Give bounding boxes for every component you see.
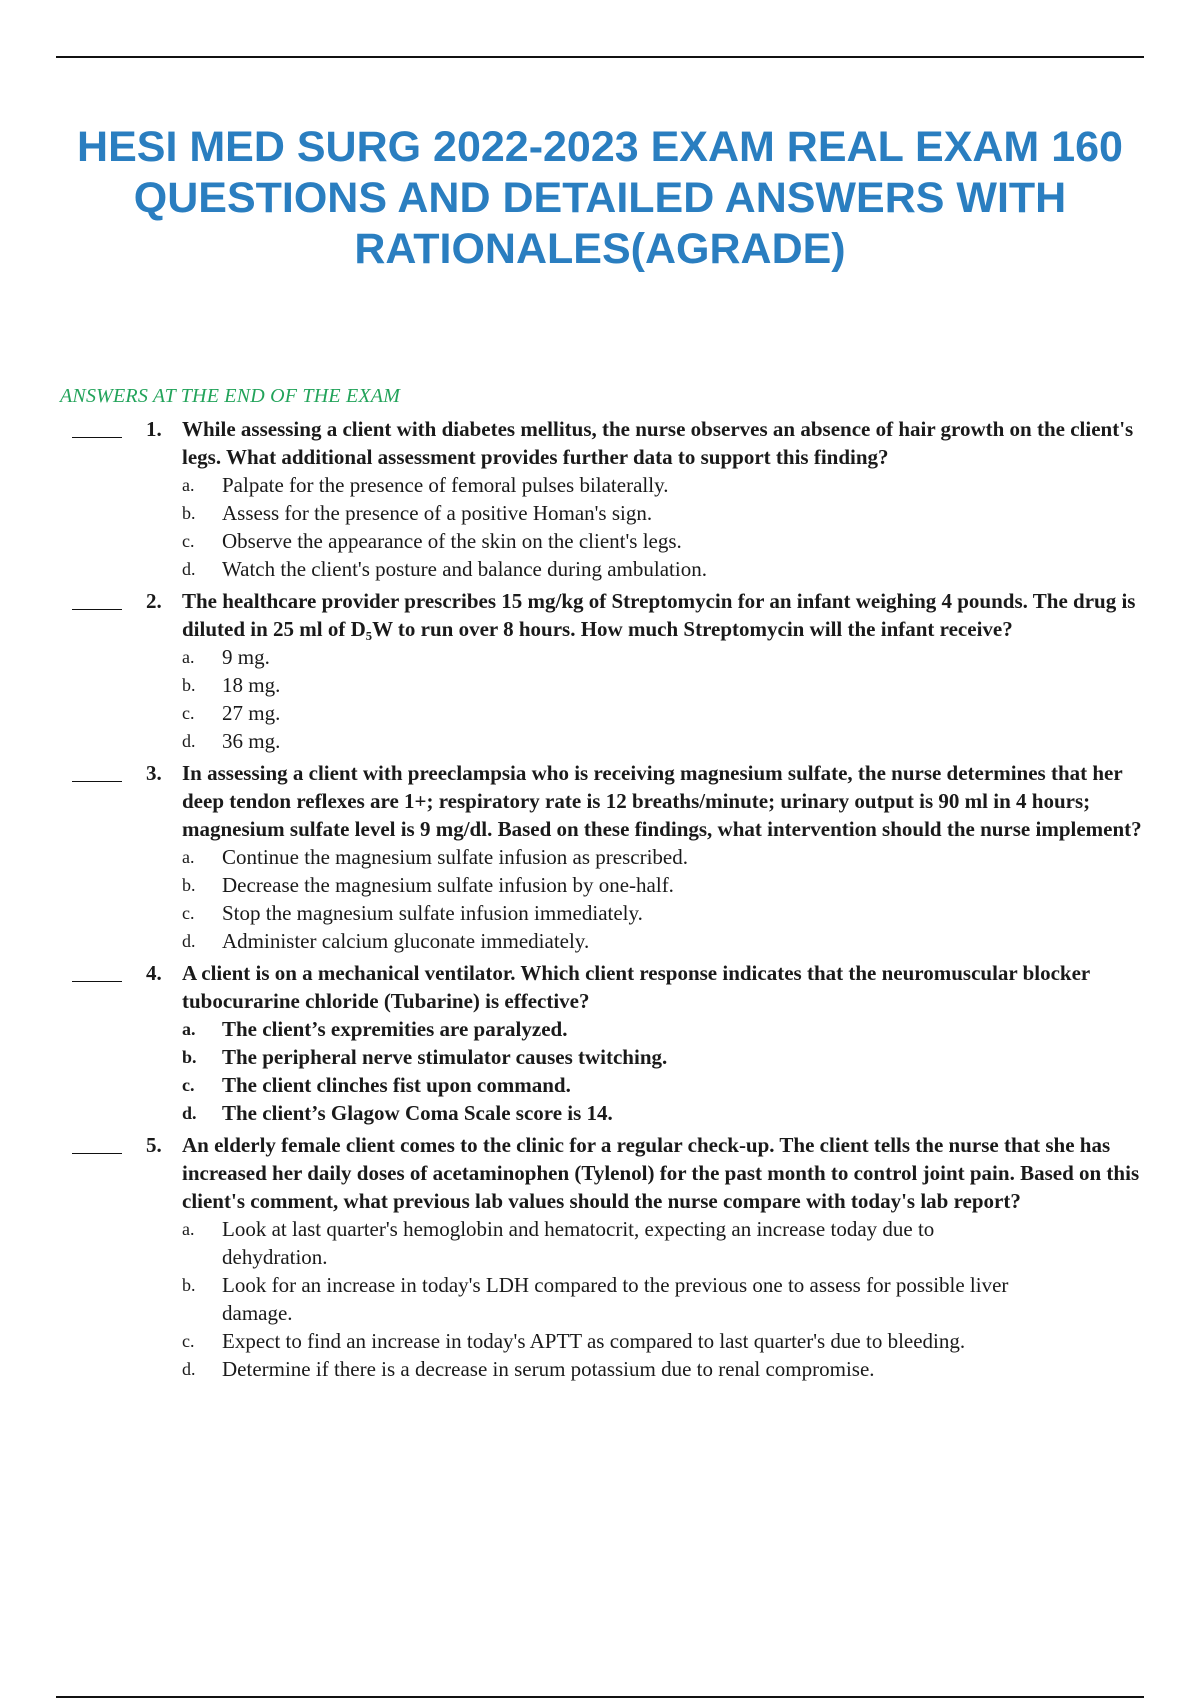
- option-letter: a.: [182, 1219, 195, 1239]
- option-letter: c.: [182, 531, 195, 551]
- option-c: [182, 1071, 1022, 1099]
- bottom-rule: [56, 1696, 1144, 1698]
- option-c: [182, 899, 1022, 927]
- question-stem: A client is on a mechanical ventilator. Which client response indicates that the neuromuscular blocker tubocurarine chloride (Tubarine) is effective?: [182, 961, 1090, 1013]
- answer-blank: [72, 609, 122, 610]
- option-list: [0, 471, 1200, 583]
- option-a: [182, 1215, 1022, 1271]
- question-number: 1.: [146, 417, 162, 441]
- option-d: [182, 927, 1022, 955]
- option-letter: b.: [182, 1047, 197, 1067]
- option-letter: a.: [182, 647, 195, 667]
- option-letter: c.: [182, 903, 195, 923]
- question-3: [0, 759, 1200, 955]
- option-b: [182, 871, 1022, 899]
- option-letter: a.: [182, 1019, 196, 1039]
- option-text: 9 mg.: [222, 645, 270, 669]
- option-text: Look for an increase in today's LDH compared to the previous one to assess for possible liver damage.: [222, 1273, 1009, 1325]
- option-letter: b.: [182, 503, 196, 523]
- option-d: [182, 1099, 1022, 1127]
- option-letter: c.: [182, 703, 195, 723]
- option-letter: d.: [182, 931, 196, 951]
- option-text: Stop the magnesium sulfate infusion immediately.: [222, 901, 643, 925]
- option-list: [0, 1215, 1200, 1383]
- option-text: The client’s expremities are paralyzed.: [222, 1017, 568, 1041]
- option-letter: d.: [182, 731, 196, 751]
- option-list: [0, 843, 1200, 955]
- option-text: Assess for the presence of a positive Homan's sign.: [222, 501, 653, 525]
- option-text: Determine if there is a decrease in serum potassium due to renal compromise.: [222, 1357, 875, 1381]
- question-stem: The healthcare provider prescribes 15 mg/kg of Streptomycin for an infant weighing 4 pounds. The drug is diluted in 25 ml of D₅W to run over 8 hours. How much Streptomycin will the infant receive?: [182, 589, 1136, 641]
- option-d: [182, 555, 1022, 583]
- question-number: 2.: [146, 589, 162, 613]
- option-text: Watch the client's posture and balance during ambulation.: [222, 557, 707, 581]
- option-b: [182, 1271, 1022, 1327]
- option-list: [0, 643, 1200, 755]
- option-letter: d.: [182, 1103, 197, 1123]
- option-d: [182, 1355, 1022, 1383]
- option-text: The client clinches fist upon command.: [222, 1073, 571, 1097]
- option-letter: c.: [182, 1331, 195, 1351]
- option-d: [182, 727, 1022, 755]
- option-text: 36 mg.: [222, 729, 281, 753]
- answer-blank: [72, 781, 122, 782]
- option-letter: c.: [182, 1075, 195, 1095]
- question-4: [0, 959, 1200, 1127]
- option-text: Decrease the magnesium sulfate infusion by one-half.: [222, 873, 674, 897]
- answer-blank: [72, 981, 122, 982]
- option-letter: d.: [182, 559, 196, 579]
- option-text: Administer calcium gluconate immediately.: [222, 929, 590, 953]
- document-title: [40, 122, 1160, 275]
- option-text: Expect to find an increase in today's APTT as compared to last quarter's due to bleeding.: [222, 1329, 966, 1353]
- option-text: The client’s Glagow Coma Scale score is 14.: [222, 1101, 613, 1125]
- option-a: [182, 1015, 1022, 1043]
- option-text: Palpate for the presence of femoral pulses bilaterally.: [222, 473, 669, 497]
- question-stem: An elderly female client comes to the clinic for a regular check-up. The client tells the nurse that she has increased her daily doses of acetaminophen (Tylenol) for the past month to control joint pain. Based on this client's comment, what previous lab values should the nurse compare with today's lab report?: [182, 1133, 1140, 1213]
- question-number: 5.: [146, 1133, 162, 1157]
- option-b: [182, 671, 1022, 699]
- question-1: [0, 415, 1200, 583]
- answer-blank: [72, 1153, 122, 1154]
- option-letter: b.: [182, 1275, 196, 1295]
- question-stem: While assessing a client with diabetes mellitus, the nurse observes an absence of hair growth on the client's legs. What additional assessment provides further data to support this finding?: [182, 417, 1134, 469]
- option-b: [182, 499, 1022, 527]
- option-letter: a.: [182, 475, 195, 495]
- option-a: [182, 471, 1022, 499]
- option-list: [0, 1015, 1200, 1127]
- question-number: 3.: [146, 761, 162, 785]
- option-text: The peripheral nerve stimulator causes twitching.: [222, 1045, 668, 1069]
- question-list: [0, 415, 1200, 1387]
- question-5: [0, 1131, 1200, 1383]
- option-c: [182, 1327, 1022, 1355]
- title-line: QUESTIONS AND DETAILED ANSWERS WITH: [133, 174, 1067, 222]
- title-line: RATIONALES(AGRADE): [354, 225, 846, 273]
- option-text: Continue the magnesium sulfate infusion as prescribed.: [222, 845, 688, 869]
- option-letter: b.: [182, 875, 196, 895]
- option-text: 18 mg.: [222, 673, 281, 697]
- question-number: 4.: [146, 961, 162, 985]
- title-line: HESI MED SURG 2022-2023 EXAM REAL EXAM 160: [77, 123, 1123, 171]
- option-text: Look at last quarter's hemoglobin and hematocrit, expecting an increase today due to dehydration.: [222, 1217, 935, 1269]
- answers-note: ANSWERS AT THE END OF THE EXAM: [60, 385, 401, 407]
- answer-blank: [72, 437, 122, 438]
- option-letter: b.: [182, 675, 196, 695]
- question-stem: In assessing a client with preeclampsia who is receiving magnesium sulfate, the nurse determines that her deep tendon reflexes are 1+; respiratory rate is 12 breaths/minute; urinary output is 90 ml in 4 hours; magnesium sulfate level is 9 mg/dl. Based on these findings, what intervention should the nurse implement?: [182, 761, 1142, 841]
- option-letter: a.: [182, 847, 195, 867]
- top-rule: [56, 56, 1144, 58]
- option-c: [182, 699, 1022, 727]
- option-letter: d.: [182, 1359, 196, 1379]
- option-text: Observe the appearance of the skin on the client's legs.: [222, 529, 682, 553]
- option-b: [182, 1043, 1022, 1071]
- option-a: [182, 843, 1022, 871]
- option-c: [182, 527, 1022, 555]
- question-2: [0, 587, 1200, 755]
- option-a: [182, 643, 1022, 671]
- option-text: 27 mg.: [222, 701, 281, 725]
